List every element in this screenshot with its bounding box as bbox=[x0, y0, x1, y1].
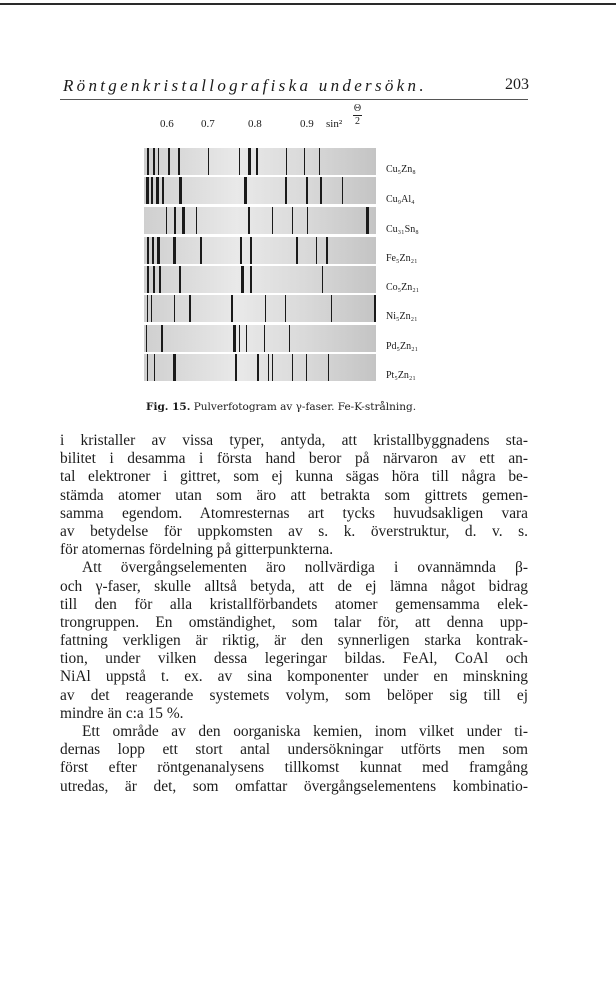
photogram-strip bbox=[144, 325, 376, 352]
body-line: trongruppen. En omständighet, som talar för, att denna upp- bbox=[60, 613, 528, 631]
diffraction-line bbox=[331, 295, 332, 322]
photogram-strip bbox=[144, 295, 376, 322]
diffraction-line bbox=[342, 177, 343, 204]
diffraction-line bbox=[328, 354, 329, 381]
diffraction-line bbox=[319, 148, 320, 175]
diffraction-line bbox=[264, 325, 265, 352]
diffraction-line bbox=[161, 325, 163, 352]
diffraction-line bbox=[156, 177, 159, 204]
diffraction-line bbox=[235, 354, 237, 381]
diffraction-line bbox=[174, 295, 175, 322]
diffraction-line bbox=[296, 237, 298, 264]
phase-label: Co₅Zn₂₁ bbox=[386, 282, 420, 293]
diffraction-line bbox=[168, 148, 170, 175]
theta-fraction bbox=[353, 104, 362, 127]
scale-label: 0.6 bbox=[160, 118, 174, 130]
diffraction-line bbox=[147, 237, 149, 264]
body-line: tal elektroner i gittret, som ej kunna sägas höra till några be- bbox=[60, 468, 528, 486]
diffraction-line bbox=[265, 295, 266, 322]
scale-label: 0.7 bbox=[201, 118, 215, 130]
body-line: Ett område av den oorganiska kemien, inom vilket under ti- bbox=[82, 723, 528, 740]
body-line: för atomernas fördelning på gitterpunkterna. bbox=[60, 541, 334, 559]
strip-background bbox=[144, 207, 376, 234]
diffraction-line bbox=[162, 177, 164, 204]
diffraction-line bbox=[272, 207, 273, 234]
photogram-strip bbox=[144, 237, 376, 264]
phase-label: Fe₅Zn₂₁ bbox=[386, 253, 418, 264]
diffraction-line bbox=[248, 148, 251, 175]
strip-background bbox=[144, 325, 376, 352]
diffraction-line bbox=[147, 295, 148, 322]
diffraction-line bbox=[316, 237, 317, 264]
phase-label: Cu₉Al₄ bbox=[386, 194, 415, 205]
diffraction-line bbox=[239, 325, 240, 352]
diffraction-line bbox=[158, 148, 159, 175]
diffraction-line bbox=[151, 295, 152, 322]
diffraction-line bbox=[285, 295, 286, 322]
body-line: fattning verkligen är riktig, är den synnerligen starka kontrak- bbox=[60, 632, 528, 650]
phase-label: Ni₅Zn₂₁ bbox=[386, 311, 418, 322]
diffraction-line bbox=[250, 237, 252, 264]
diffraction-line bbox=[154, 354, 155, 381]
body-line: mindre än c:a 15 %. bbox=[60, 704, 184, 722]
body-line: av det reagerande systemets volym, som belöper sig till ej bbox=[60, 686, 528, 704]
body-line: utredas, är det, som omfattar övergångselementens kombinatio- bbox=[60, 777, 528, 795]
body-line: först efter röntgenanalysens tillkomst kunnat med framgång bbox=[60, 759, 528, 777]
diffraction-line bbox=[153, 148, 155, 175]
strip-background bbox=[144, 237, 376, 264]
figure-caption bbox=[146, 401, 416, 413]
photogram-strip bbox=[144, 177, 376, 204]
body-line: stämda atomer utan som äro att betrakta som gittrets gemen- bbox=[60, 486, 528, 504]
theta-denominator: 2 bbox=[355, 116, 360, 127]
figure-powder-photograms bbox=[140, 104, 460, 404]
diffraction-line bbox=[366, 207, 369, 234]
diffraction-line bbox=[306, 354, 307, 381]
body-line: Att övergångselementen äro nollvärdiga i ovannämnda β- bbox=[82, 559, 528, 577]
body-line: NiAl uppstå t. ex. av sina komponenter under en minskning bbox=[60, 668, 528, 686]
scale-label: 0.8 bbox=[248, 118, 262, 130]
diffraction-line bbox=[257, 354, 259, 381]
axis-label: sin² bbox=[326, 118, 343, 130]
body-line: dernas lopp ett stort antal undersökningar utförts men som bbox=[60, 741, 528, 759]
diffraction-line bbox=[208, 148, 209, 175]
diffraction-line bbox=[292, 207, 293, 234]
diffraction-line bbox=[173, 237, 176, 264]
photogram-strip bbox=[144, 148, 376, 175]
diffraction-line bbox=[250, 266, 252, 293]
body-line: till den för alla kristallförbandets atomer gemensamma elek- bbox=[60, 595, 528, 613]
diffraction-line bbox=[151, 177, 153, 204]
diffraction-line bbox=[146, 177, 149, 204]
photogram-strip bbox=[144, 207, 376, 234]
diffraction-line bbox=[289, 325, 290, 352]
diffraction-line bbox=[175, 354, 176, 381]
phase-label: Cu₅Zn₈ bbox=[386, 164, 416, 175]
diffraction-line bbox=[233, 325, 236, 352]
page-number: 203 bbox=[505, 76, 529, 93]
diffraction-line bbox=[286, 148, 287, 175]
diffraction-line bbox=[166, 207, 167, 234]
diffraction-line bbox=[196, 207, 197, 234]
diffraction-line bbox=[292, 354, 293, 381]
diffraction-line bbox=[147, 148, 149, 175]
body-line: i kristaller av vissa typer, antyda, att kristallbyggnadens sta- bbox=[60, 432, 528, 449]
caption-text: Pulverfotogram av γ-faser. Fe-K-strålning. bbox=[193, 401, 417, 413]
diffraction-line bbox=[256, 148, 258, 175]
body-text bbox=[60, 432, 528, 796]
photogram-strips bbox=[144, 148, 376, 394]
diffraction-line bbox=[307, 207, 308, 234]
diffraction-line bbox=[146, 325, 147, 352]
diffraction-line bbox=[178, 148, 180, 175]
body-line: samma egendom. Atomresternas art tycks huvudsakligen vara bbox=[60, 504, 528, 522]
header-rule bbox=[60, 99, 528, 100]
diffraction-line bbox=[174, 207, 176, 234]
diffraction-line bbox=[304, 148, 305, 175]
diffraction-line bbox=[241, 266, 244, 293]
diffraction-line bbox=[244, 177, 247, 204]
diffraction-line bbox=[200, 237, 202, 264]
diffraction-line bbox=[320, 177, 322, 204]
photogram-strip bbox=[144, 354, 376, 381]
diffraction-line bbox=[231, 295, 233, 322]
diffraction-line bbox=[179, 177, 182, 204]
phase-label: Pd₅Zn₂₁ bbox=[386, 341, 419, 352]
diffraction-line bbox=[248, 207, 250, 234]
diffraction-line bbox=[272, 354, 273, 381]
theta-numerator: Θ bbox=[353, 103, 362, 114]
diffraction-line bbox=[152, 237, 154, 264]
diffraction-line bbox=[153, 266, 155, 293]
phase-label: Pt₅Zn₂₁ bbox=[386, 370, 416, 381]
body-line: av betydelse för uppkomsten av s. k. överstruktur, d. v. s. bbox=[60, 522, 528, 540]
body-line: och γ-faser, skulle alltså betyda, att de ej lämna något bidrag bbox=[60, 577, 528, 595]
diffraction-line bbox=[374, 295, 376, 322]
diffraction-line bbox=[189, 295, 191, 322]
diffraction-line bbox=[306, 177, 308, 204]
diffraction-line bbox=[240, 237, 242, 264]
diffraction-line bbox=[147, 266, 149, 293]
phase-label: Cu₃₁Sn₈ bbox=[386, 224, 419, 235]
diffraction-line bbox=[239, 148, 240, 175]
page-header bbox=[63, 76, 529, 100]
diffraction-line bbox=[326, 237, 328, 264]
running-title: Röntgenkristallografiska undersökn. bbox=[63, 76, 427, 95]
strip-background bbox=[144, 295, 376, 322]
diffraction-line bbox=[285, 177, 287, 204]
body-line: bilitet i desamma i första hand beror på närvaron av ett an- bbox=[60, 450, 528, 468]
diffraction-line bbox=[268, 354, 269, 381]
diffraction-line bbox=[179, 266, 181, 293]
strip-background bbox=[144, 354, 376, 381]
scale-label: 0.9 bbox=[300, 118, 314, 130]
diffraction-line bbox=[157, 237, 160, 264]
diffraction-line bbox=[246, 325, 247, 352]
diffraction-line bbox=[147, 354, 148, 381]
diffraction-line bbox=[182, 207, 185, 234]
caption-fig-number: Fig. 15. bbox=[146, 401, 191, 413]
top-rule bbox=[0, 3, 616, 5]
diffraction-line bbox=[322, 266, 323, 293]
diffraction-line bbox=[159, 266, 161, 293]
body-line: tion, under vilken dessa legeringar bildas. FeAl, CoAl och bbox=[60, 650, 528, 668]
photogram-strip bbox=[144, 266, 376, 293]
